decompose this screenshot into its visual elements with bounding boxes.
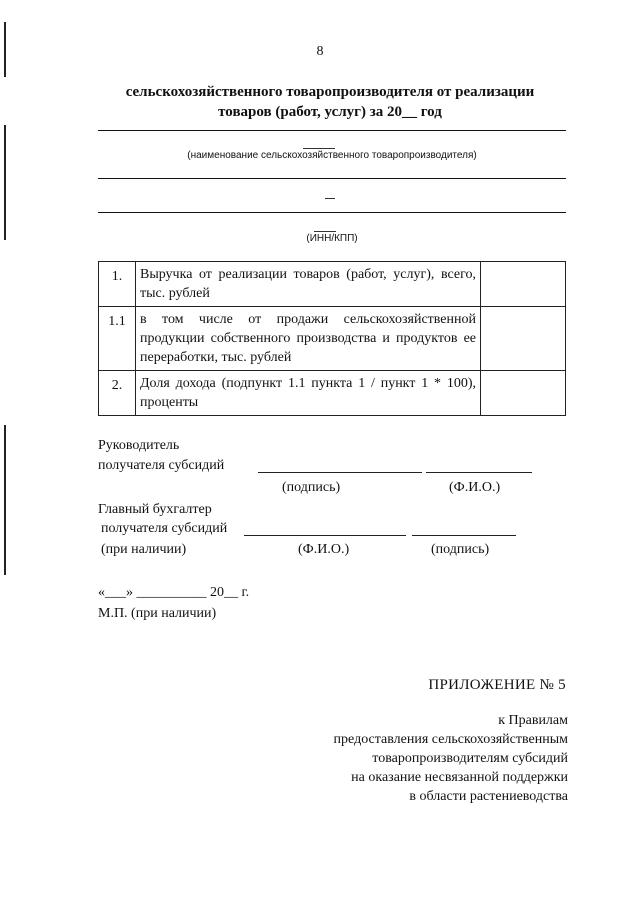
accountant-label-2: получателя субсидий xyxy=(101,521,228,536)
accountant-label: Главный бухгалтер xyxy=(98,502,212,517)
row-number: 2. xyxy=(99,371,136,416)
head-label-2: получателя субсидий xyxy=(98,458,225,473)
row-number: 1. xyxy=(99,262,136,307)
head-fio-caption: (Ф.И.О.) xyxy=(449,480,501,495)
table-row xyxy=(99,371,566,416)
row-value-cell[interactable] xyxy=(481,262,566,307)
accountant-sign-caption: (подпись) xyxy=(431,542,490,557)
table-row xyxy=(99,307,566,371)
table-row xyxy=(99,262,566,307)
form-title xyxy=(60,82,600,122)
head-sign-caption: (подпись) xyxy=(282,480,341,495)
separator-dash xyxy=(325,198,335,199)
appendix-line: товаропроизводителям субсидий xyxy=(372,751,568,766)
accountant-optional-note: (при наличии) xyxy=(101,542,187,557)
row-description: Доля дохода (подпункт 1.1 пункта 1 / пункт 1 * 100), проценты xyxy=(136,371,481,416)
appendix-title: ПРИЛОЖЕНИЕ № 5 xyxy=(428,677,566,693)
appendix-reference xyxy=(300,711,568,806)
appendix-line: в области растениеводства xyxy=(409,789,568,804)
date-field[interactable]: «___» __________ 20__ г. xyxy=(98,585,250,600)
producer-name-line-2 xyxy=(98,178,566,179)
row-value-cell[interactable] xyxy=(481,307,566,371)
title-line-2: товаров (работ, услуг) за 20__ год xyxy=(218,104,442,120)
producer-name-caption: (наименование сельскохозяйственного товаропроизводителя) xyxy=(187,150,477,161)
producer-name-line xyxy=(98,130,566,131)
page-number: 8 xyxy=(316,44,324,59)
head-label: Руководитель xyxy=(98,438,180,453)
separator-dash xyxy=(314,231,336,232)
head-signature-line[interactable] xyxy=(258,472,422,473)
income-table xyxy=(98,261,566,416)
appendix-line: на оказание несвязанной поддержки xyxy=(351,770,568,785)
left-margin-mark xyxy=(4,425,6,575)
accountant-fio-line[interactable] xyxy=(244,535,406,536)
title-line-1: сельскохозяйственного товаропроизводителя от реализации xyxy=(125,84,535,100)
separator-dash xyxy=(303,148,335,149)
accountant-fio-caption: (Ф.И.О.) xyxy=(298,542,350,557)
row-description: Выручка от реализации товаров (работ, услуг), всего, тыс. рублей xyxy=(136,262,481,307)
appendix-line: к Правилам xyxy=(498,713,568,728)
accountant-signature-line[interactable] xyxy=(412,535,516,536)
row-number: 1.1 xyxy=(99,307,136,371)
stamp-note: М.П. (при наличии) xyxy=(98,606,217,621)
inn-kpp-line xyxy=(98,212,566,213)
row-value-cell[interactable] xyxy=(481,371,566,416)
appendix-line: предоставления сельскохозяйственным xyxy=(333,732,568,747)
head-fio-line[interactable] xyxy=(426,472,532,473)
left-margin-mark xyxy=(4,125,6,240)
row-description: в том числе от продажи сельскохозяйственной продукции собственного производства и продуктов ее переработки, тыс. рублей xyxy=(136,307,481,371)
inn-kpp-caption: (ИНН/КПП) xyxy=(306,233,358,244)
